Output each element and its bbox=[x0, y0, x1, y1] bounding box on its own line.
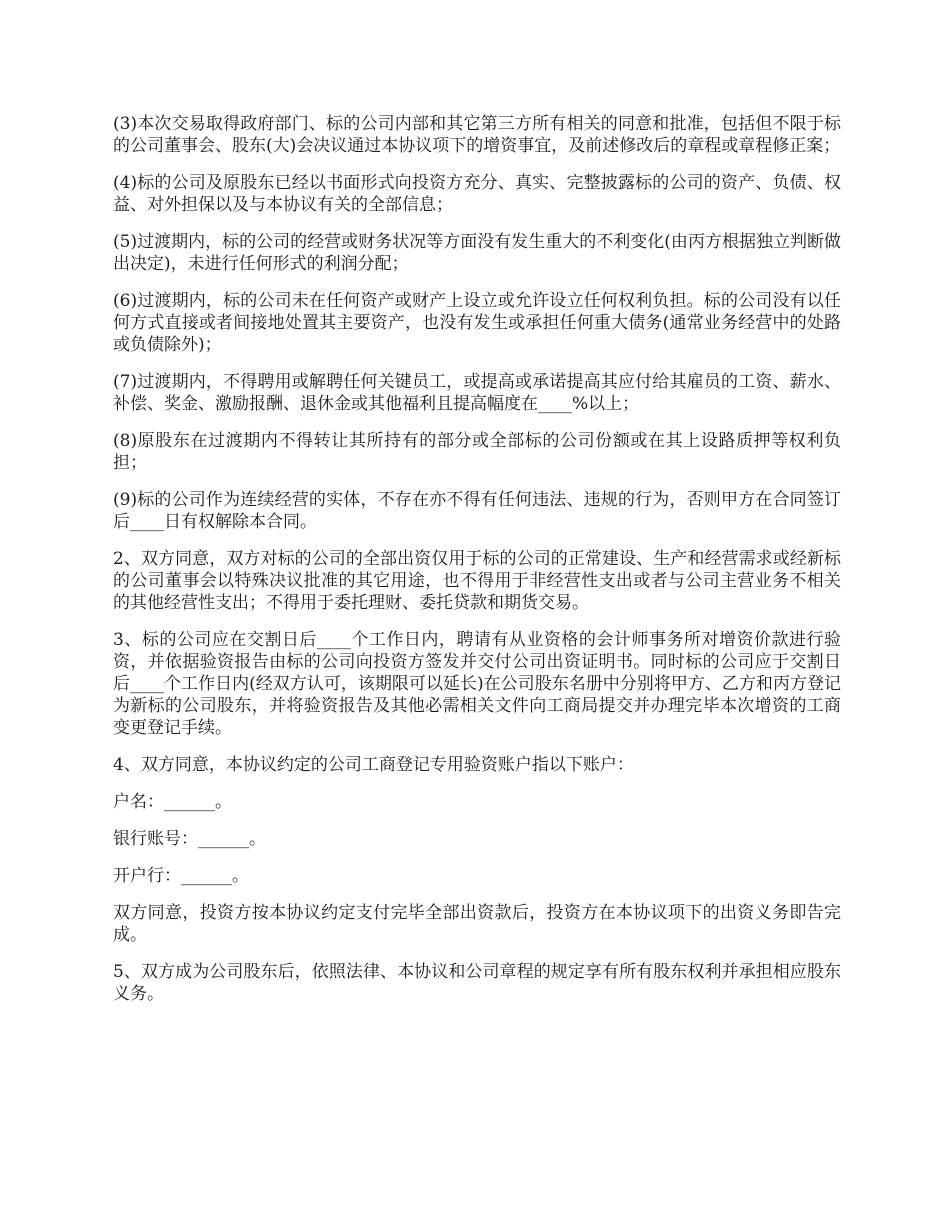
section-5: 5、双方成为公司股东后，依照法律、本协议和公司章程的规定享有所有股东权利并承担相应股东义务。 bbox=[113, 962, 841, 1004]
bank-account-number: 银行账号：______。 bbox=[113, 829, 266, 849]
document-page bbox=[113, 113, 841, 1020]
clause-3: (3)本次交易取得政府部门、标的公司内部和其它第三方所有相关的同意和批准，包括但不限于标的公司董事会、股东(大)会决议通过本协议项下的增资事宜，及前述修改后的章程或章程修正案； bbox=[113, 114, 841, 156]
clause-7: (7)过渡期内，不得聘用或解聘任何关键员工，或提高或承诺提高其应付给其雇员的工资、薪水、补偿、奖金、激励报酬、退休金或其他福利且提高幅度在____%以上； bbox=[113, 372, 841, 414]
clause-8: (8)原股东在过渡期内不得转让其所持有的部分或全部标的公司份额或在其上设路质押等权利负担； bbox=[113, 431, 841, 473]
clause-5: (5)过渡期内，标的公司的经营或财务状况等方面没有发生重大的不利变化(由丙方根据独立判断做出决定)，未进行任何形式的利润分配； bbox=[113, 232, 841, 274]
section-4: 4、双方同意，本协议约定的公司工商登记专用验资账户指以下账户： bbox=[113, 755, 634, 775]
section-2: 2、双方同意，双方对标的公司的全部出资仅用于标的公司的正常建设、生产和经营需求或经新标的公司董事会以特殊决议批准的其它用途，也不得用于非经营性支出或者与公司主营业务不相关的其他经营性支出；不得用于委托理财、委托贷款和期货交易。 bbox=[113, 549, 841, 613]
bank-branch: 开户行：______。 bbox=[113, 866, 249, 886]
section-3: 3、标的公司应在交割日后____个工作日内，聘请有从业资格的会计师事务所对增资价款进行验资，并依据验资报告由标的公司向投资方签发并交付公司出资证明书。同时标的公司应于交割日后____个工作日内(经双方认可，该期限可以延长)在公司股东名册中分别将甲方、乙方和丙方登记为新标的公司股东，并将验资报告及其他必需相关文件向工商局提交并办理完毕本次增资的工商变更登记手续。 bbox=[113, 630, 841, 738]
clause-9: (9)标的公司作为连续经营的实体，不存在亦不得有任何违法、违规的行为，否则甲方在合同签订后____日有权解除本合同。 bbox=[113, 490, 841, 532]
account-name: 户名：______。 bbox=[113, 792, 232, 812]
contribution-completion: 双方同意，投资方按本协议约定支付完毕全部出资款后，投资方在本协议项下的出资义务即告完成。 bbox=[113, 903, 841, 945]
clause-6: (6)过渡期内，标的公司未在任何资产或财产上设立或允许设立任何权利负担。标的公司没有以任何方式直接或者间接地处置其主要资产，也没有发生或承担任何重大债务(通常业务经营中的处路或负债除外)； bbox=[113, 291, 841, 355]
clause-4: (4)标的公司及原股东已经以书面形式向投资方充分、真实、完整披露标的公司的资产、负债、权益、对外担保以及与本协议有关的全部信息； bbox=[113, 173, 841, 215]
